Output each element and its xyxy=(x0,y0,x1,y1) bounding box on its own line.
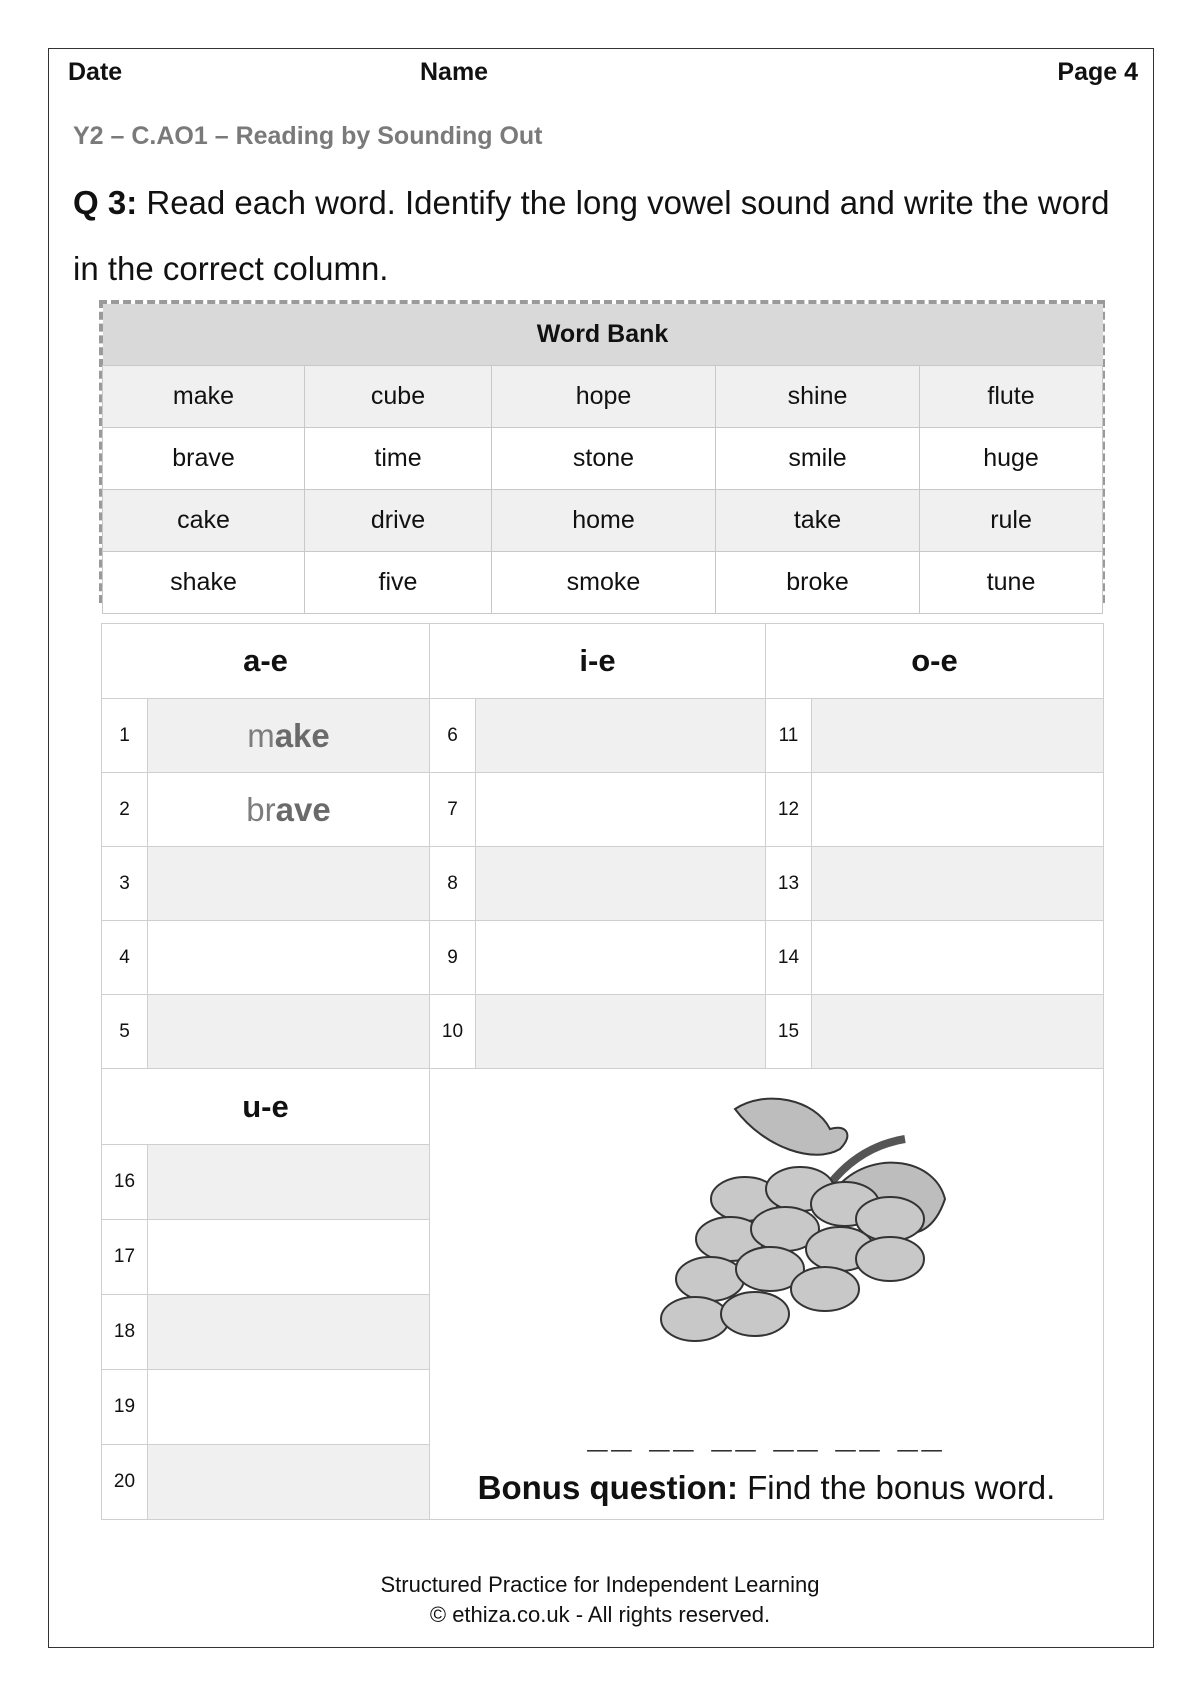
row-number: 7 xyxy=(430,773,476,847)
answer-cell[interactable] xyxy=(148,1145,430,1220)
column-header-i-e: i-e xyxy=(430,624,766,699)
date-label: Date xyxy=(68,58,123,86)
name-label: Name xyxy=(420,58,489,86)
page-number: Page 4 xyxy=(1057,58,1138,86)
word-bank-word: make xyxy=(103,366,305,428)
row-number: 12 xyxy=(766,773,812,847)
word-bank-word: stone xyxy=(492,428,716,490)
row-number: 6 xyxy=(430,699,476,773)
grapes-icon xyxy=(615,1089,975,1359)
sorting-grid xyxy=(101,623,1104,1520)
word-bank-word: smile xyxy=(716,428,920,490)
example-answer-prefix: br xyxy=(246,790,276,828)
question-number: Q 3: xyxy=(73,184,138,221)
footer-line-2: © ethiza.co.uk - All rights reserved. xyxy=(429,1602,771,1627)
row-number: 19 xyxy=(102,1369,148,1444)
answer-cell[interactable] xyxy=(476,699,766,773)
answer-cell[interactable] xyxy=(148,699,430,773)
word-bank-word: five xyxy=(305,552,492,614)
answer-cell[interactable] xyxy=(148,921,430,995)
answer-cell[interactable] xyxy=(812,847,1104,921)
word-bank xyxy=(102,304,1103,614)
word-bank-word: rule xyxy=(920,490,1103,552)
footer-line-1: Structured Practice for Independent Learning xyxy=(380,1572,820,1597)
subtitle: Y2 – C.AO1 – Reading by Sounding Out xyxy=(73,122,543,150)
question xyxy=(73,170,1143,302)
row-number: 2 xyxy=(102,773,148,847)
bonus-label: Bonus question: xyxy=(477,1469,738,1506)
word-bank-word: cube xyxy=(305,366,492,428)
row-number: 20 xyxy=(102,1444,148,1519)
column-header-a-e: a-e xyxy=(102,624,430,699)
word-bank-word: shine xyxy=(716,366,920,428)
row-number: 5 xyxy=(102,995,148,1069)
answer-cell[interactable] xyxy=(148,1219,430,1294)
bonus-question xyxy=(430,1469,1103,1507)
column-header-u-e: u-e xyxy=(102,1069,430,1145)
word-bank-word: time xyxy=(305,428,492,490)
example-answer-prefix: m xyxy=(247,716,275,754)
answer-cell[interactable] xyxy=(148,1294,430,1369)
word-bank-word: huge xyxy=(920,428,1103,490)
answer-cell[interactable] xyxy=(148,1444,430,1519)
example-answer-suffix: e xyxy=(312,790,331,828)
word-bank-word: drive xyxy=(305,490,492,552)
word-bank-word: shake xyxy=(103,552,305,614)
column-header-o-e: o-e xyxy=(766,624,1104,699)
answer-cell[interactable] xyxy=(148,773,430,847)
example-answer-suffix: e xyxy=(311,716,330,754)
bonus-panel xyxy=(430,1069,1104,1520)
word-bank-word: tune xyxy=(920,552,1103,614)
row-number: 18 xyxy=(102,1294,148,1369)
row-number: 11 xyxy=(766,699,812,773)
row-number: 9 xyxy=(430,921,476,995)
answer-cell[interactable] xyxy=(812,995,1104,1069)
word-bank-word: flute xyxy=(920,366,1103,428)
word-bank-word: cake xyxy=(103,490,305,552)
row-number: 4 xyxy=(102,921,148,995)
row-number: 3 xyxy=(102,847,148,921)
answer-cell[interactable] xyxy=(812,921,1104,995)
answer-cell[interactable] xyxy=(476,921,766,995)
answer-cell[interactable] xyxy=(148,1369,430,1444)
bonus-text: Find the bonus word. xyxy=(747,1469,1056,1506)
row-number: 1 xyxy=(102,699,148,773)
row-number: 10 xyxy=(430,995,476,1069)
row-number: 8 xyxy=(430,847,476,921)
word-bank-word: smoke xyxy=(492,552,716,614)
word-bank-word: take xyxy=(716,490,920,552)
bonus-word-blanks[interactable]: __ __ __ __ __ __ xyxy=(587,1414,946,1455)
answer-cell[interactable] xyxy=(812,699,1104,773)
word-bank-word: hope xyxy=(492,366,716,428)
row-number: 16 xyxy=(102,1145,148,1220)
answer-cell[interactable] xyxy=(476,847,766,921)
answer-cell[interactable] xyxy=(148,995,430,1069)
answer-cell[interactable] xyxy=(812,773,1104,847)
example-answer-vowel: ak xyxy=(274,716,312,754)
word-bank-title: Word Bank xyxy=(103,304,1103,366)
word-bank-word: broke xyxy=(716,552,920,614)
answer-cell[interactable] xyxy=(476,773,766,847)
row-number: 13 xyxy=(766,847,812,921)
row-number: 15 xyxy=(766,995,812,1069)
word-bank-word: brave xyxy=(103,428,305,490)
example-answer-vowel: av xyxy=(275,790,313,828)
row-number: 17 xyxy=(102,1219,148,1294)
row-number: 14 xyxy=(766,921,812,995)
answer-cell[interactable] xyxy=(148,847,430,921)
answer-cell[interactable] xyxy=(476,995,766,1069)
word-bank-word: home xyxy=(492,490,716,552)
question-text: Read each word. Identify the long vowel sound and write the word in the correct column. xyxy=(73,184,1110,287)
